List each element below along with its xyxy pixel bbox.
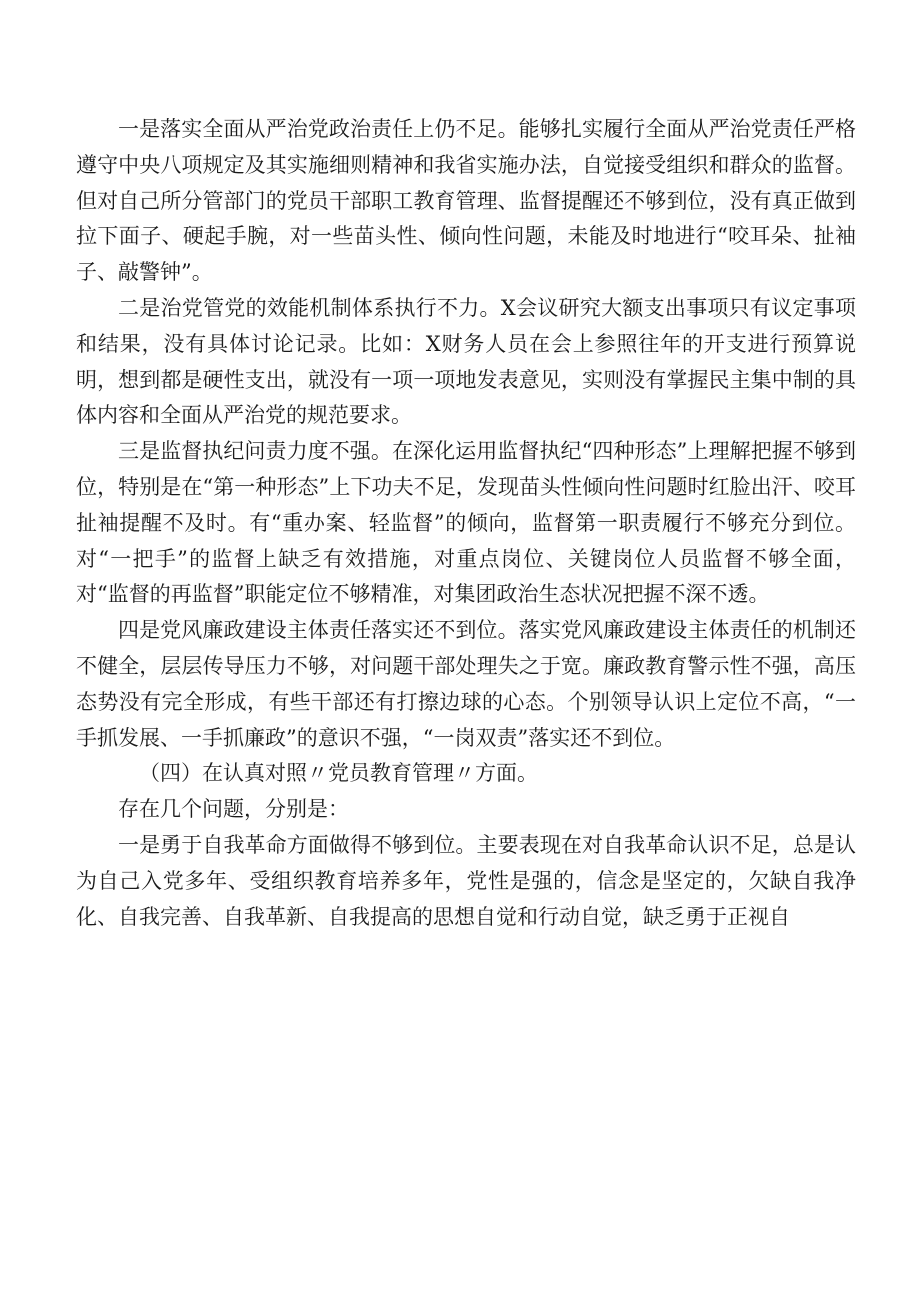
paragraph-5: 一是勇于自我革命方面做得不够到位。主要表现在对自我革命认识不足，总是认为自己入党多年、受组织教育培养多年，党性是强的，信念是坚定的，欠缺自我净化、自我完善、自我革新、自我提高的思想自觉和行动自觉，缺乏勇于正视自 xyxy=(76,832,856,929)
paragraph-intro: 存在几个问题，分别是： xyxy=(118,797,349,822)
paragraph-3: 三是监督执纪问责力度不强。在深化运用监督执纪“四种形态”上理解把握不够到位，特别是在“第一种形态”上下功夫不足，发现苗头性倾向性问题时红脸出汗、咬耳扯袖提醒不及时。有“重办案、轻监督”的倾向，监督第一职责履行不够充分到位。对“一把手”的监督上缺乏有效措施，对重点岗位、关键岗位人员监督不够全面，对“监督的再监督”职能定位不够精准，对集团政治生态状况把握不深不透。 xyxy=(76,439,856,607)
section-heading: （四）在认真对照〃党员教育管理〃方面。 xyxy=(139,761,538,786)
document-body xyxy=(76,112,856,935)
paragraph-2: 二是治党管党的效能机制体系执行不力。X会议研究大额支出事项只有议定事项和结果，没有具体讨论记录。比如：X财务人员在会上参照往年的开支进行预算说明，想到都是硬性支出，就没有一项一项地发表意见，实则没有掌握民主集中制的具体内容和全面从严治党的规范要求。 xyxy=(76,295,856,428)
paragraph-4: 四是党风廉政建设主体责任落实还不到位。落实党风廉政建设主体责任的机制还不健全，层层传导压力不够，对问题干部处理失之于宽。廉政教育警示性不强，高压态势没有完全形成，有些干部还有打擦边球的心态。个别领导认识上定位不高，“一手抓发展、一手抓廉政”的意识不强，“一岗双责”落实还不到位。 xyxy=(76,618,856,750)
paragraph-1: 一是落实全面从严治党政治责任上仍不足。能够扎实履行全面从严治党责任严格遵守中央八项规定及其实施细则精神和我省实施办法，自觉接受组织和群众的监督。但对自己所分管部门的党员干部职工教育管理、监督提醒还不够到位，没有真正做到拉下面子、硬起手腕，对一些苗头性、倾向性问题，未能及时地进行“咬耳朵、扯袖子、敲警钟”。 xyxy=(76,117,856,285)
